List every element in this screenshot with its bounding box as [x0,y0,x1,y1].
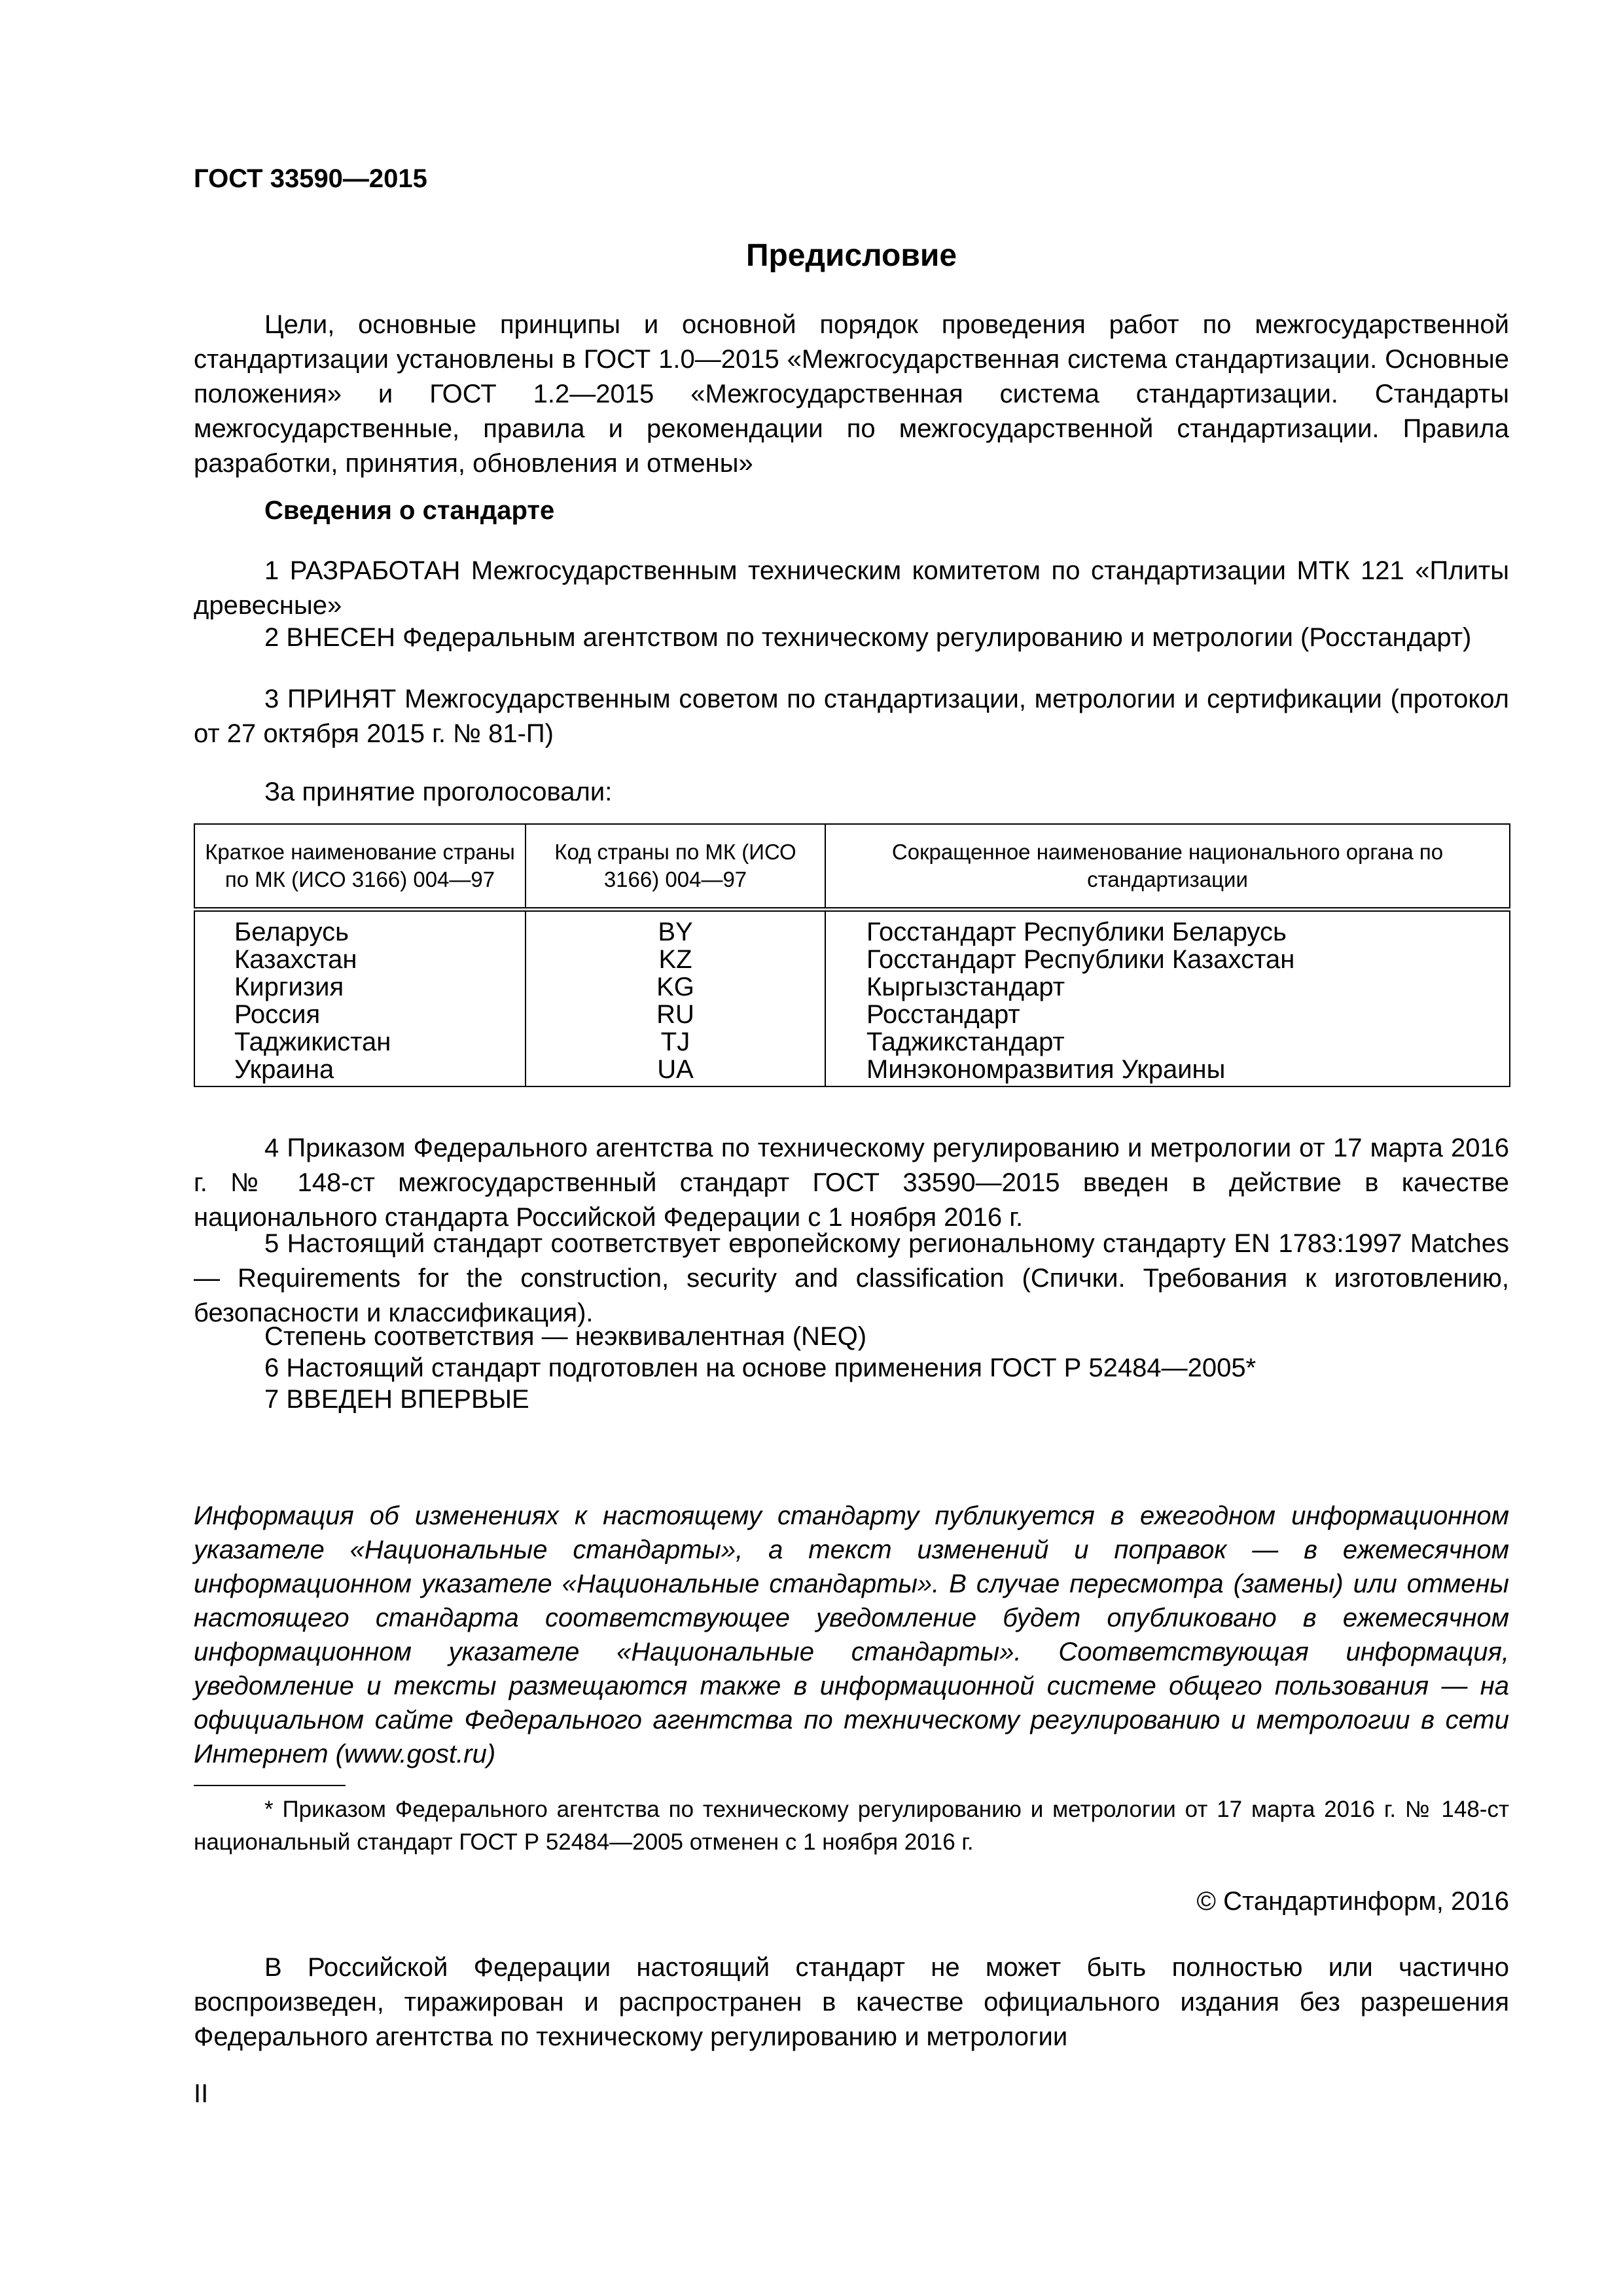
intro-paragraph: Цели, основные принципы и основной порядок проведения работ по межгосударственной стандартизации установлены в ГОСТ 1.0—2015 «Межгосударственная система стандартизации. Основные положения» и ГОСТ 1.2—2015 «Межгосударственная система стандартизации. Стандарты межгосударственные, правила и рекомендации по межгосударственной стандартизации. Правила разработки, принятия, обновления и отмены» [194,310,1509,478]
conformity-degree: Степень соответствия — неэквивалентная (NEQ) [264,1322,867,1351]
table-header-row [194,824,1510,910]
item-6-basis: 6 Настоящий стандарт подготовлен на основе применения ГОСТ Р 52484—2005* [264,1354,1257,1382]
item-3-adopted: 3 ПРИНЯТ Межгосударственным советом по стандартизации, метрологии и сертификации (протокол от 27 октября 2015 г. № 81-П) [194,685,1509,748]
country-name: Казахстан [194,946,526,973]
table-row [194,946,1510,973]
item-5-conformity: 5 Настоящий стандарт соответствует европейскому региональному стандарту EN 1783:1997 Matches — Requirements for the construction, security and classification (Спички. Требования к изготовлению, безопасности и классификация). [194,1229,1509,1327]
table-row [194,973,1510,1001]
page-number: II [194,2079,209,2108]
header-standards-body: Сокращенное наименование национального органа по стандартизации [825,824,1510,910]
country-name: Таджикистан [194,1028,526,1056]
country-name: Украина [194,1056,526,1086]
header-country-code: Код страны по МК (ИСО 3166) 004—97 [526,824,825,910]
document-id: ГОСТ 33590—2015 [194,164,427,193]
standards-body: Минэкономразвития Украины [825,1056,1510,1086]
item-1-developed: 1 РАЗРАБОТАН Межгосударственным техническим комитетом по стандартизации МТК 121 «Плиты древесные» [194,556,1509,620]
item-2-introduced: 2 ВНЕСЕН Федеральным агентством по техническому регулированию и метрологии (Росстандарт) [264,623,1472,652]
standard-info-heading: Сведения о стандарте [264,496,555,525]
country-name: Беларусь [194,910,526,946]
standards-body: Госстандарт Республики Казахстан [825,946,1510,973]
table-row [194,1028,1510,1056]
changes-notice: Информация об изменениях к настоящему стандарту публикуется в ежегодном информационном указателе «Национальные стандарты», а текст изменений и поправок — в ежемесячном информационном указателе «Национальные стандарты». В случае пересмотра (замены) или отмены настоящего стандарта соответствующее уведомление будет опубликовано в ежемесячном информационном указателе «Национальные стандарты». Соответствующая информация, уведомление и тексты размещаются также в информационной системе общего пользования — на официальном сайте Федерального агентства по техническому регулированию и метрологии в сети Интернет (www.gost.ru) [194,1501,1509,1768]
footnote: * Приказом Федерального агентства по техническому регулированию и метрологии от 17 марта 2016 г. № 148-ст национальный стандарт ГОСТ Р 52484—2005 отменен с 1 ноября 2016 г. [194,1797,1509,1855]
country-name: Киргизия [194,973,526,1001]
footnote-divider [194,1785,346,1786]
voting-countries-table [194,823,1510,1087]
country-code: UA [526,1056,825,1086]
copyright: © Стандартинформ, 2016 [1196,1887,1509,1916]
table-row [194,1001,1510,1028]
section-title: Предисловие [745,238,957,273]
country-name: Россия [194,1001,526,1028]
header-country-name: Краткое наименование страны по МК (ИСО 3166) 004—97 [194,824,526,910]
standards-body: Кыргызстандарт [825,973,1510,1001]
country-code: KG [526,973,825,1001]
legal-notice: В Российской Федерации настоящий стандарт не может быть полностью или частично воспроизведен, тиражирован и распространен в качестве официального издания без разрешения Федерального агентства по техническому регулированию и метрологии [194,1953,1509,2051]
country-code: TJ [526,1028,825,1056]
country-code: KZ [526,946,825,973]
standards-body: Госстандарт Республики Беларусь [825,910,1510,946]
country-code: RU [526,1001,825,1028]
voted-label: За принятие проголосовали: [264,778,613,806]
item-7-first-introduced: 7 ВВЕДЕН ВПЕРВЫЕ [264,1385,529,1414]
table-row [194,1056,1510,1086]
table-row [194,910,1510,946]
standards-body: Росстандарт [825,1001,1510,1028]
item-4-order: 4 Приказом Федерального агентства по техническому регулированию и метрологии от 17 марта 2016 г. № 148-ст межгосударственный стандарт ГОСТ 33590—2015 введен в действие в качестве национального стандарта Российской Федерации с 1 ноября 2016 г. [194,1134,1509,1232]
country-code: BY [526,910,825,946]
standards-body: Таджикстандарт [825,1028,1510,1056]
